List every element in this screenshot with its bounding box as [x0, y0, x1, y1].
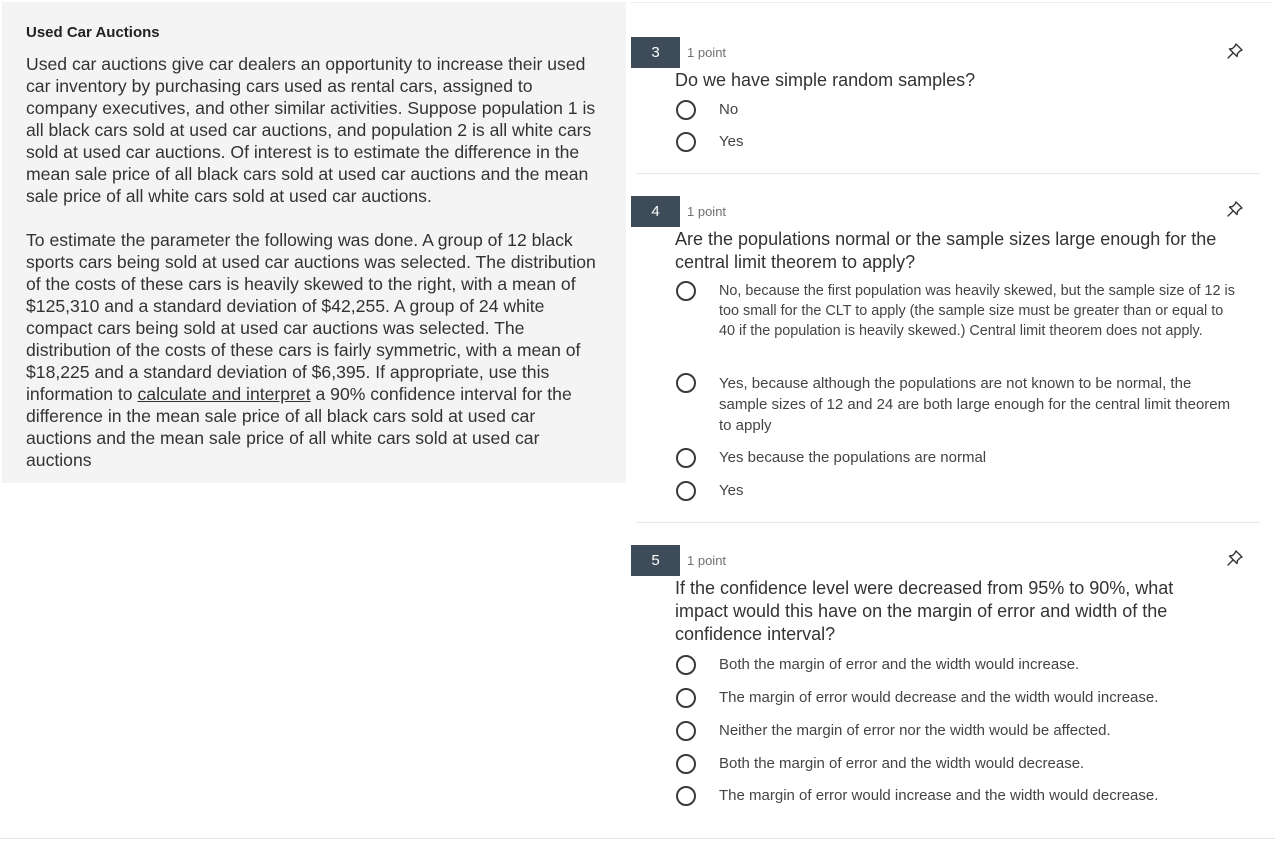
answer-option[interactable]	[676, 786, 1236, 806]
question-points: 1 point	[687, 553, 727, 568]
answer-option[interactable]	[676, 100, 1236, 120]
option-label: The margin of error would decrease and the width would increase.	[719, 689, 1159, 706]
question-points: 1 point	[687, 204, 727, 219]
stimulus-paragraph-2-start: To estimate the parameter the following was done. A group of 12 black sports cars being sold at used car auctions was selected. The distribution of the costs of these cars is heavily skewed to the right, with a mean of $125,310 and a standard deviation of $42,255. A group of 24 white compact cars being sold at used car auctions was selected. The distribution of the costs of these cars is fairly symmetric, with a mean of $18,225 and a standard deviation of $6,395. If appropriate, use this information to	[26, 230, 596, 404]
option-label: Neither the margin of error nor the width would be affected.	[719, 722, 1111, 739]
option-label: The margin of error would increase and the width would decrease.	[719, 787, 1159, 804]
radio-button[interactable]	[676, 281, 696, 301]
radio-button[interactable]	[676, 481, 696, 501]
pin-icon[interactable]	[1226, 549, 1244, 567]
answer-option[interactable]	[676, 448, 1236, 468]
question-points: 1 point	[687, 45, 727, 60]
option-label: No	[719, 101, 739, 118]
radio-button[interactable]	[676, 786, 696, 806]
stimulus-paragraph-1: Used car auctions give car dealers an opportunity to increase their used car inventory by purchasing cars used as rental cars, assigned to company executives, and other similar activities. Suppose population 1 is all black cars sold at used car auctions, and population 2 is all white cars sold at used car auctions. Of interest is to estimate the difference in the mean sale price of all black cars sold at used car auctions and the mean sale price of all white cars sold at used car auctions.	[26, 54, 596, 206]
answer-option[interactable]	[676, 373, 1236, 436]
radio-button[interactable]	[676, 721, 696, 741]
underlined-phrase: calculate and interpret	[137, 384, 311, 404]
answer-option[interactable]	[676, 754, 1236, 774]
stimulus-paragraph-2-end: a 90% confidence interval for the difference in the mean sale price of all black cars sold at used car auctions and the mean sale price of all white cars sold at used car auctions	[26, 384, 572, 470]
option-label: Both the margin of error and the width would increase.	[719, 656, 1080, 673]
answer-option[interactable]	[676, 655, 1236, 675]
option-label: No, because the first population was heavily skewed, but the sample size of 12 is too small for the CLT to apply (the sample size must be greater than or equal to 40 if the population is heavily skewed.) Central limit theorem does not apply.	[719, 283, 1235, 339]
radio-button[interactable]	[676, 448, 696, 468]
radio-button[interactable]	[676, 754, 696, 774]
answer-option[interactable]	[676, 132, 1236, 152]
page-bottom-border	[0, 838, 1275, 839]
question-number-badge: 3	[631, 37, 680, 68]
questions-column	[630, 2, 1273, 843]
stimulus-title: Used Car Auctions	[26, 24, 160, 41]
option-label: Yes	[719, 482, 744, 499]
answer-option[interactable]	[676, 688, 1236, 708]
question-number-badge: 5	[631, 545, 680, 576]
pin-icon[interactable]	[1226, 42, 1244, 60]
option-label: Yes, because although the populations are not known to be normal, the sample sizes of 12 and 24 are both large enough for the central limit theorem to apply	[719, 375, 1231, 434]
option-label: Yes because the populations are normal	[719, 449, 987, 466]
question-text: Are the populations normal or the sample sizes large enough for the central limit theorem to apply?	[675, 229, 1217, 272]
stimulus-paragraph-2	[26, 229, 602, 471]
stimulus-panel	[2, 2, 626, 483]
question-divider	[636, 173, 1260, 174]
answer-option[interactable]	[676, 721, 1236, 741]
radio-button[interactable]	[676, 373, 696, 393]
option-label: Yes	[719, 133, 744, 150]
answer-option[interactable]	[676, 481, 1236, 501]
radio-button[interactable]	[676, 100, 696, 120]
question-number-badge: 4	[631, 196, 680, 227]
radio-button[interactable]	[676, 655, 696, 675]
question-divider	[636, 522, 1260, 523]
radio-button[interactable]	[676, 132, 696, 152]
radio-button[interactable]	[676, 688, 696, 708]
answer-option[interactable]	[676, 281, 1236, 341]
question-text: Do we have simple random samples?	[675, 70, 976, 90]
option-label: Both the margin of error and the width would decrease.	[719, 755, 1085, 772]
question-text: If the confidence level were decreased from 95% to 90%, what impact would this have on the margin of error and width of the confidence interval?	[675, 578, 1174, 644]
pin-icon[interactable]	[1226, 200, 1244, 218]
